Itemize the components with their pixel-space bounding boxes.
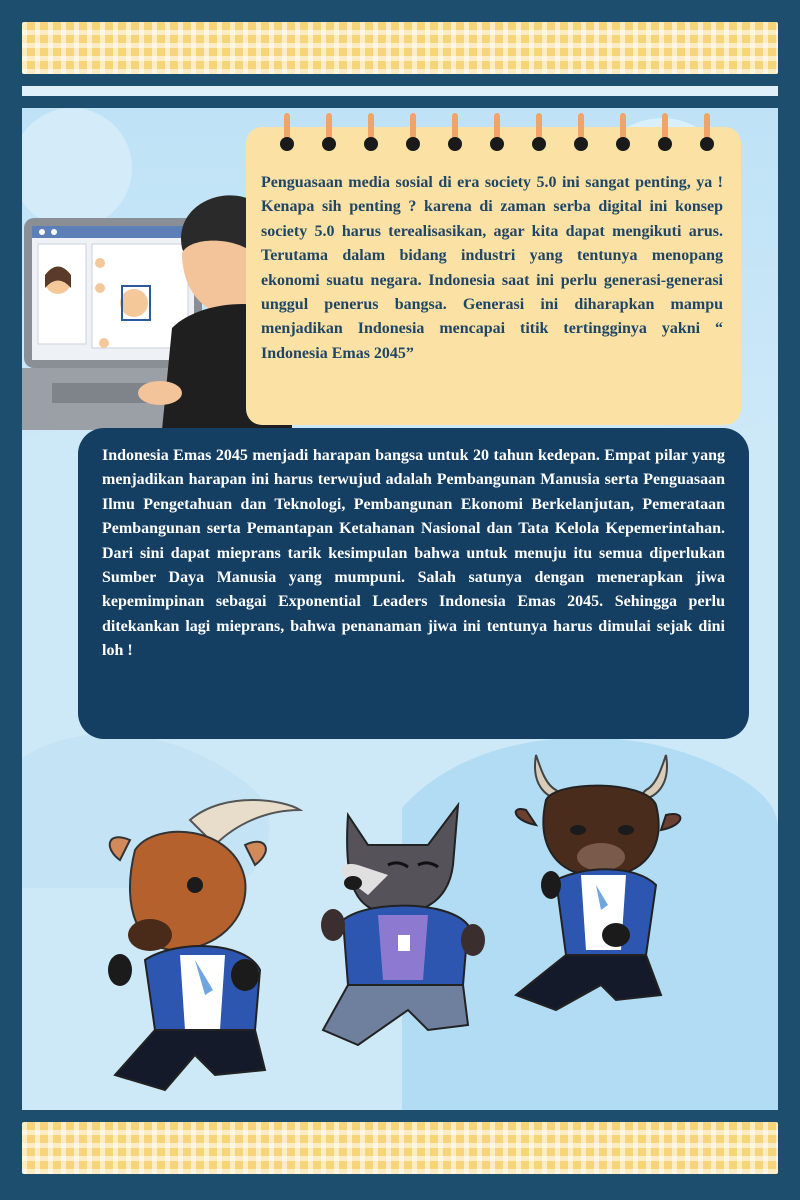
ring-icon bbox=[486, 113, 508, 157]
ring-icon bbox=[528, 113, 550, 157]
top-plaid-banner bbox=[22, 22, 778, 74]
ring-icon bbox=[318, 113, 340, 157]
ring-icon bbox=[570, 113, 592, 157]
ring-icon bbox=[654, 113, 676, 157]
light-strip bbox=[22, 86, 778, 96]
bottom-plaid-banner bbox=[22, 1122, 778, 1174]
ring-icon bbox=[360, 113, 382, 157]
ring-icon bbox=[444, 113, 466, 157]
notepad-card bbox=[246, 127, 741, 425]
ring-icon bbox=[696, 113, 718, 157]
bull-mascot-illustration bbox=[496, 745, 696, 1035]
wolf-mascot-illustration bbox=[318, 795, 488, 1065]
ring-icon bbox=[612, 113, 634, 157]
notepad-text: Penguasaan media sosial di era society 5.0 ini sangat penting, ya ! Kenapa sih penting ? karena di zaman serba digital ini konsep society 5.0 harus terealisasikan, agar kita dapat mengikuti arus. Terutama dalam bidang industri yang tentunya menopang ekonomi suatu negara. Indonesia saat ini perlu generasi-generasi unggul penerus bangsa. Generasi ini diharapkan mampu menjadikan Indonesia mencapai titik tertingginya yakni “ Indonesia Emas 2045” bbox=[261, 174, 723, 362]
ring-icon bbox=[276, 113, 298, 157]
main-text-box bbox=[78, 428, 749, 739]
main-text: Indonesia Emas 2045 menjadi harapan bangsa untuk 20 tahun kedepan. Empat pilar yang menjadikan harapan ini harus terwujud adalah Pembangunan Manusia serta Penguasaan Ilmu Pengetahuan dan Teknologi, Pembangunan Ekonomi Berkelanjutan, Pemerataan Pembangunan serta Pemantapan Ketahanan Nasional dan Tata Kelola Kepemerintahan. Dari sini dapat mieprans tarik kesimpulan bahwa untuk menuju itu semua diperlukan Sumber Daya Manusia yang mumpuni. Salah satunya dengan menerapkan jiwa kepemimpinan sebagai Exponential Leaders Indonesia Emas 2045. Sehingga perlu ditekankan lagi mieprans, bahwa penanaman jiwa ini tentunya harus dimulai sejak dini loh ! bbox=[102, 447, 725, 660]
ring-icon bbox=[402, 113, 424, 157]
goat-mascot-illustration bbox=[95, 790, 305, 1100]
